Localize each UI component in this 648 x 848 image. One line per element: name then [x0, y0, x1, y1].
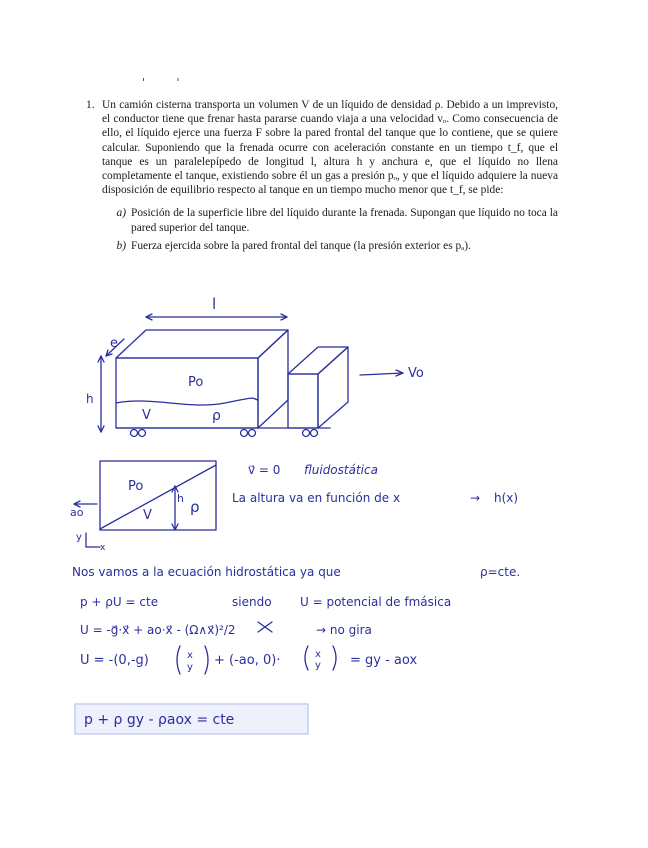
cab-front [288, 374, 318, 428]
arrow-note: → [470, 491, 481, 505]
cab-top [288, 347, 348, 374]
gas-pressure-label: Po [188, 375, 204, 390]
liquid-surface [116, 398, 258, 405]
vector-y: y [187, 662, 193, 673]
length-label: l [212, 295, 217, 313]
potential-equation: U = -g⃗·x⃗ + ao·x⃗ - (Ω∧x⃗)²/2 [80, 623, 236, 637]
height-label-2: h [177, 492, 184, 505]
height-label: h [86, 392, 94, 406]
boxed-result: p + ρ gy - ρaox = cte [84, 712, 235, 728]
volume-label-2: V [143, 508, 152, 523]
hx-note: h(x) [494, 491, 519, 505]
velocity-arrow [360, 373, 403, 375]
vector-y-2: y [315, 660, 321, 671]
problem-text: Un camión cisterna transporta un volumen V de un líquido de densidad ρ. Debido a un imprevisto, el conductor tiene que frenar hasta pararse cuando viaja a una velocidad vₒ. Como consecuencia de ello, el líquido ejerce una fuerza F sobre la pared frontal del tanque que lo contiene, que se quiere calcular. Suponiendo que la frenada ocurre con aceleración constante en un tiempo t_f, que el tanque es un paralelepípedo de longitud l, altura h y anchura e, que el líquido no llena completamente el tanque, existiendo sobre él un gas a presión pₒ, y que el líquido adquiere la nueva disposición de equilibrio respecto al tanque en un tiempo mucho menor que t_f, se pide: [102, 99, 558, 197]
hydrostatic-note: Nos vamos a la ecuación hidrostática ya que [72, 565, 341, 579]
density-label-2: ρ [190, 498, 200, 516]
potential-expansion-a: U = -(0,-g) [80, 653, 149, 668]
bernoulli-equation: p + ρU = cte [80, 595, 159, 609]
density-label: ρ [212, 408, 221, 424]
sub-question-text: Fuerza ejercida sobre la pared frontal del tanque (la presión exterior es pₐ). [131, 239, 471, 252]
wheels [131, 430, 318, 437]
fluidostatica-note: fluidostática [304, 463, 378, 477]
potential-expansion-b: + (-ao, 0)· [214, 653, 281, 668]
axis-y-label: y [76, 532, 82, 543]
siendo-note: siendo [232, 595, 272, 609]
cab-side [318, 347, 348, 428]
tank-front-face [116, 358, 258, 428]
velocity-zero-note: v⃗ = 0 [248, 463, 281, 477]
vector-x: x [187, 650, 193, 661]
gas-pressure-label-2: Po [128, 479, 144, 494]
sub-question-text: Posición de la superficie libre del líquido durante la frenada. Supongan que líquido no toca la pared superior del tanque. [131, 207, 558, 234]
axes-icon [86, 533, 100, 547]
tank-side-face [258, 330, 288, 428]
sub-question-label: a) [116, 207, 126, 220]
potential-note: U = potencial de fmásica [300, 595, 452, 609]
stray-marks: ' ' [142, 76, 194, 89]
accel-label: ao [70, 506, 84, 519]
velocity-label: Vo [408, 366, 424, 381]
volume-label: V [142, 408, 151, 423]
density-constant-note: ρ=cte. [480, 565, 521, 579]
inclined-free-surface [100, 465, 216, 529]
sub-question-label: b) [116, 239, 126, 252]
width-label: e [110, 336, 118, 351]
problem-number: 1. [86, 99, 95, 111]
potential-result: = gy - aox [350, 653, 418, 668]
axis-x-label: x [100, 543, 106, 553]
no-rotation-note: → no gira [316, 623, 372, 637]
height-function-note: La altura va en función de x [232, 491, 401, 505]
vector-x-2: x [315, 649, 321, 660]
